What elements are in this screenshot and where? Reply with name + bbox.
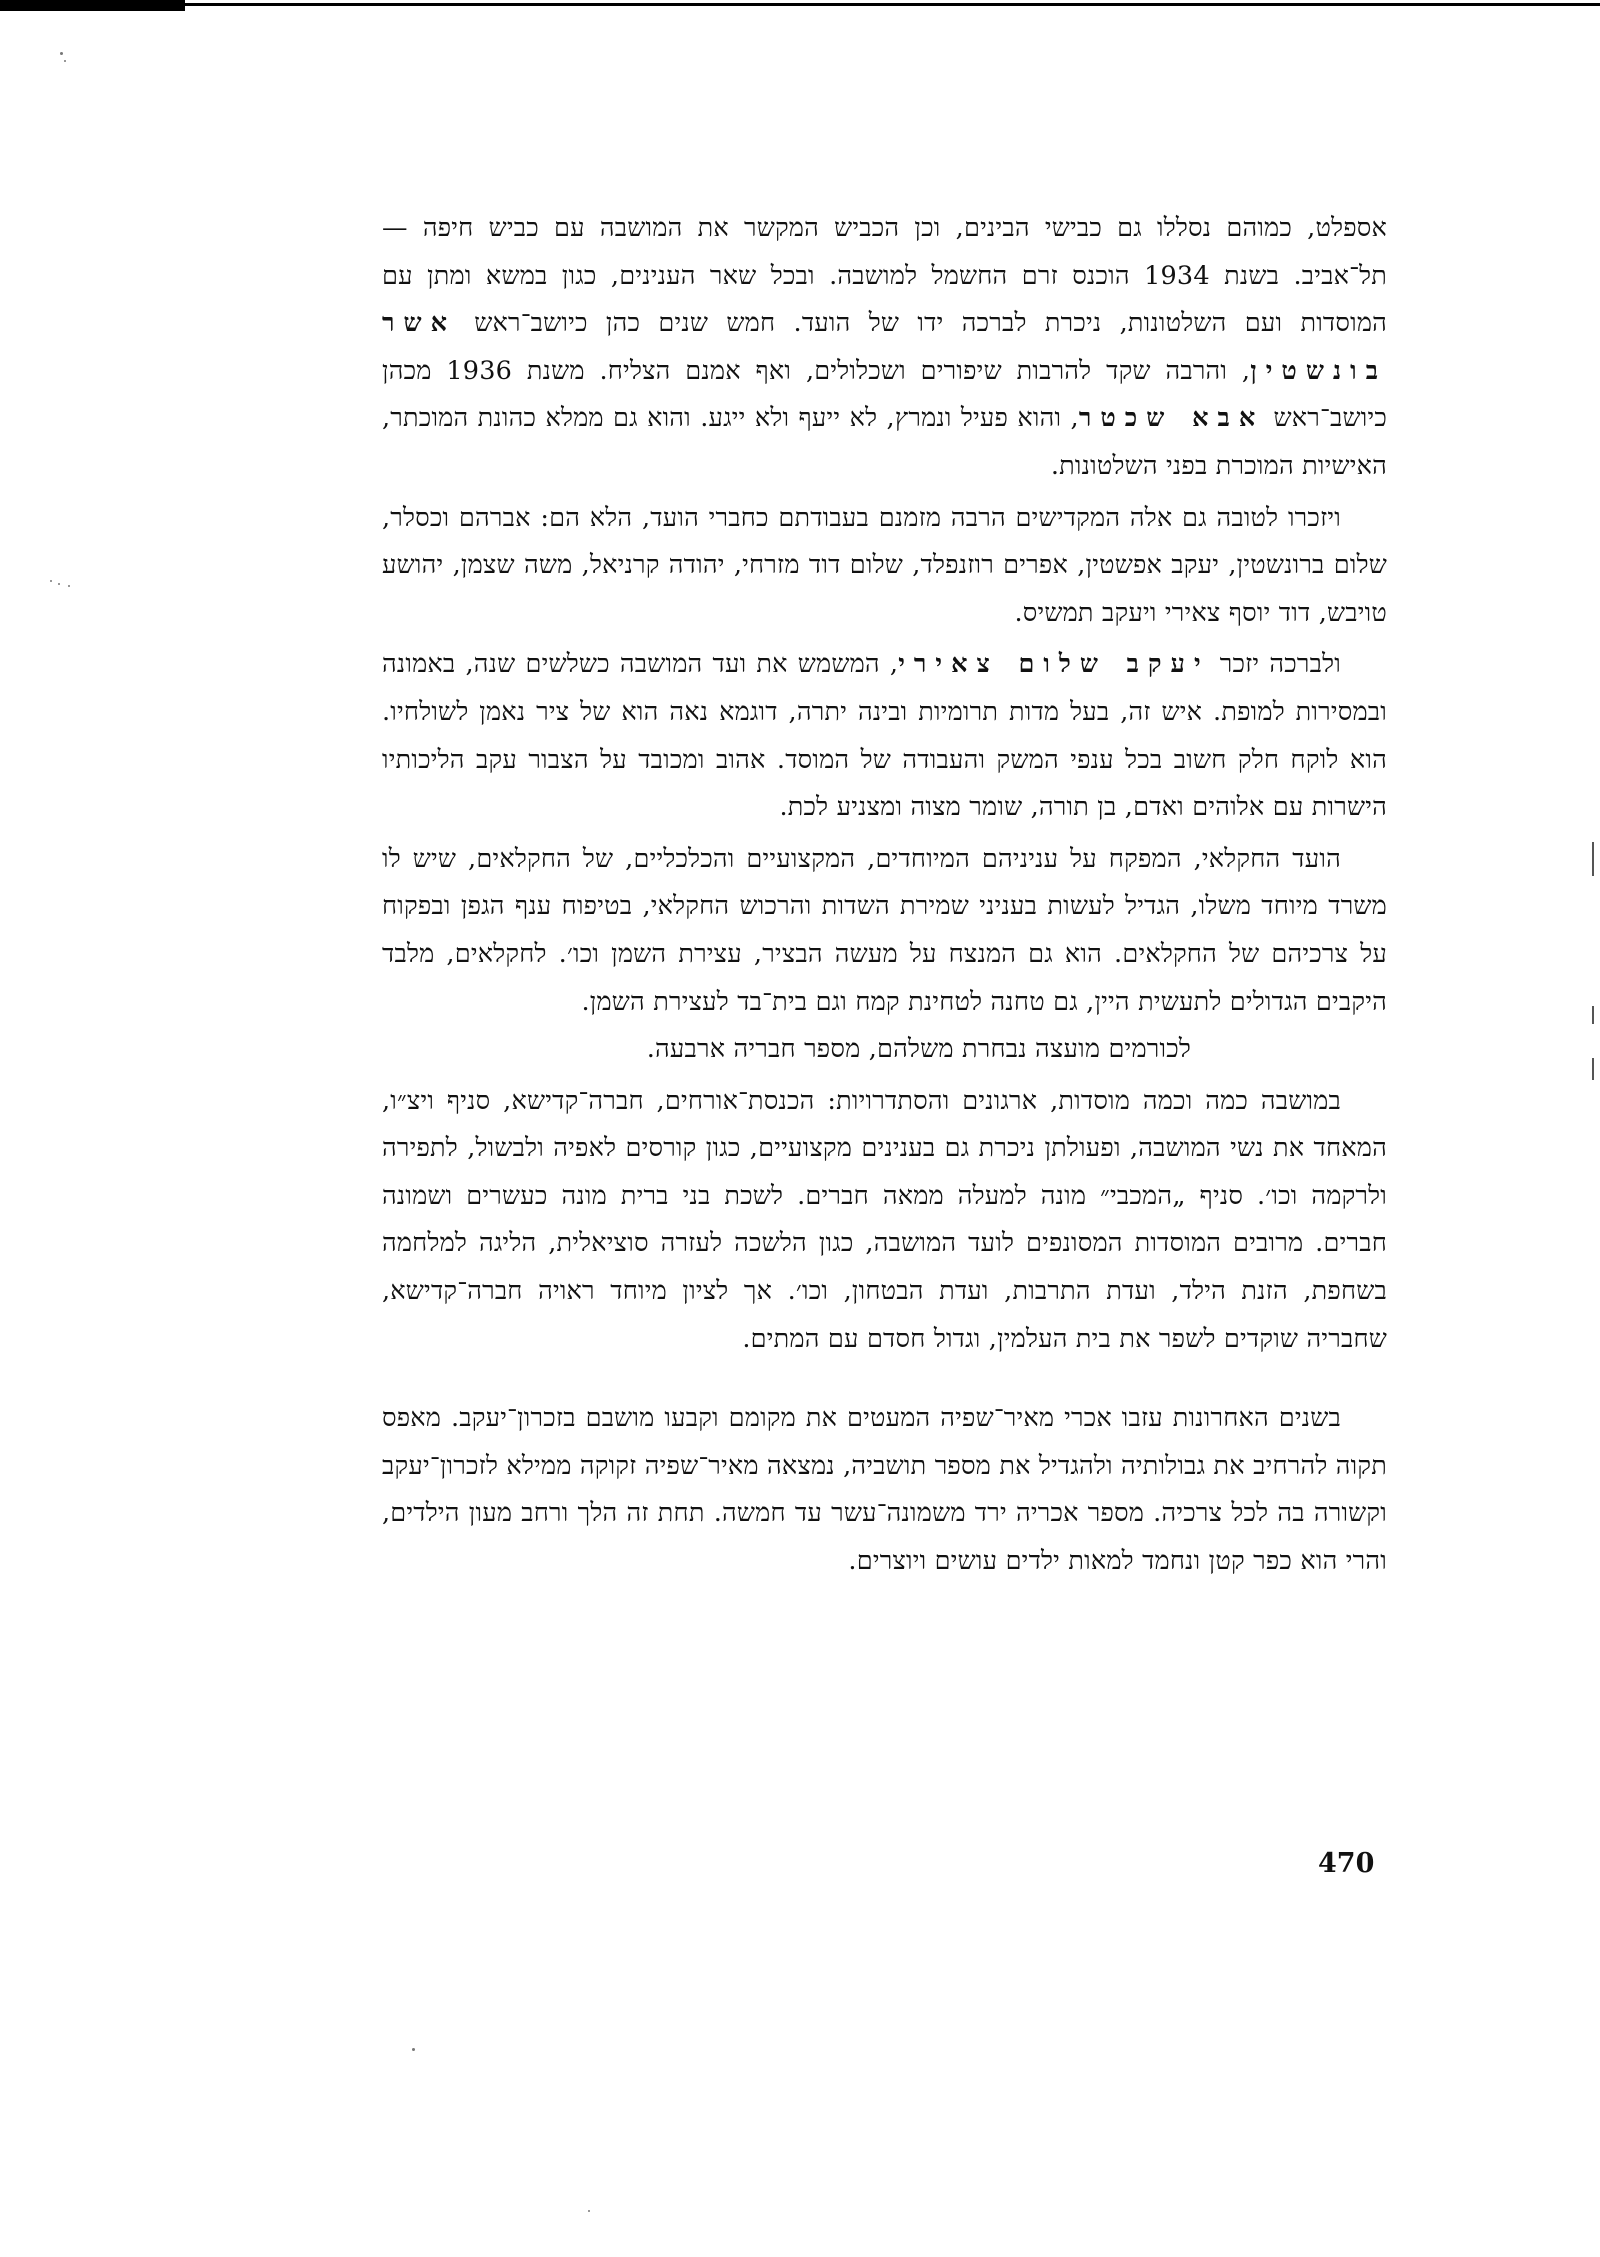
paragraph-text: , המשמש את ועד המושבה כשלשים שנה, באמונה ובמסירות למופת. איש זה, בעל מדות תרומיות ובינה יתרה, דוגמא נאה הוא של ציר נאמן לשולחיו. הוא לוקח חלק חשוב בכל ענפי המשק והעבודה של המוסד. אהוב ומכובד על הצבור עקב הליכותיו הישרות עם אלוהים ואדם, בן תורה, שומר מצוה ומצניע לכת.: [382, 649, 1387, 823]
page-body: [382, 205, 1387, 1586]
paragraph-agricultural-committee: הועד החקלאי, המפקח על עניניהם המיוחדים, המקצועיים והכלכליים, של החקלאים, שיש לו משרד מיוחד משלו, הגדיל לעשות בעניני שמירת השדות והרכוש החקלאי, בטיפוח ענף הגפן ובפקוח על צרכיהם של החקלאים. הוא גם המנצח על מעשה הבציר, עצירת השמן וכו׳. לחקלאים, מלבד היקבים הגדולים לתעשית היין, גם טחנה לטחינת קמח וגם בית־בד לעצירת השמן.: [382, 843, 1387, 1017]
scan-speck: [60, 52, 63, 55]
scan-speck: [64, 60, 66, 62]
paragraph-vintners-council: לכורמים מועצה נבחרת משלהם, מספר חבריה ארבעה.: [646, 1034, 1191, 1065]
paragraph-text: , והוא פעיל ונמרץ, לא ייעף ולא ייגע. והוא גם ממלא כהונת המוכתר, האישיות המוכרת בפני השלטונות.: [382, 403, 1387, 481]
scan-edge-bar: [0, 0, 185, 11]
paragraph-text: אספלט, כמוהם נסללו גם כבישי הבינים, וכן הכביש המקשר את המושבה עם כביש חיפה — תל־אביב. בשנת 1934 הוכנס זרם החשמל למושבה. ובכל שאר הענינים, כגון במשא ומתן עם המוסדות ועם השלטונות, ניכרת לברכה ידו של הועד. חמש שנים כהן כיושב־ראש: [382, 213, 1387, 339]
paragraph-meir-shfeya: בשנים האחרונות עזבו אכרי מאיר־שפיה המעטים את מקומם וקבעו מושבם בזכרון־יעקב. מאפס תקוה להרחיב את גבולותיה ולהגדיל את מספר תושביה, נמצאה מאיר־שפיה זקוקה ממילא לזכרון־יעקב וקשורה בה לכל צרכיה. מספר אכריה ירד משמונה־עשר עד חמשה. תחת זה הלך ורחב מעון הילדים, והרי הוא כפר קטן ונחמד למאות ילדים עושים ויוצרים.: [382, 1403, 1387, 1577]
scan-margin-mark: [1592, 1006, 1594, 1024]
scan-margin-mark: [1592, 1058, 1594, 1080]
paragraph-institutions: במושבה כמה וכמה מוסדות, ארגונים והסתדרויות: הכנסת־אורחים, חברה־קדישא, סניף ויצ״ו, המאחד את נשי המושבה, ופעולתן ניכרת גם בענינים מקצועיים, כגון קורסים לאפיה ולבשול, לתפירה ולרקמה וכו׳. סניף „המכבי״ מונה למעלה ממאה חברים. לשכת בני ברית מונה כעשרים ושמונה חברים. מרובים המוסדות המסונפים לועד המושבה, כגון הלשכה לעזרה סוציאלית, הליגה למלחמה בשחפת, הזנת הילד, ועדת התרבות, ועדת הבטחון, וכו׳. אך לציון מיוחד ראויה חברה־קדישא, שחבריה שוקדים לשפר את בית העלמין, וגדול חסדם עם המתים.: [382, 1085, 1387, 1354]
person-name: אבא שכטר: [1078, 403, 1265, 434]
scan-speck: [68, 585, 70, 587]
scan-speck: [50, 580, 52, 582]
paragraph-yaakov-tsairi: [382, 641, 1387, 831]
person-name: אשר בונשטין: [382, 308, 1387, 386]
scan-speck: [58, 583, 60, 585]
scan-top-rule: [185, 3, 1600, 6]
scan-margin-mark: [1592, 842, 1594, 876]
page-number: 470: [1318, 1848, 1375, 1879]
paragraph-roads-and-committee: [382, 205, 1387, 491]
scan-speck: [588, 2210, 590, 2212]
paragraph-text: ולברכה יזכר: [1209, 649, 1341, 680]
scan-speck: [412, 2048, 415, 2051]
paragraph-text: , והרבה שקד להרבות שיפורים ושכלולים, ואף אמנם הצליח. משנת 1936 מכהן כיושב־ראש: [382, 355, 1388, 434]
paragraph-committee-members: ויזכרו לטובה גם אלה המקדישים הרבה מזמנם בעבודתם כחברי הועד, הלא הם: אברהם וכסלר, שלום ברונשטין, יעקב אפשטין, אפרים רוזנפלד, שלום דוד מזרחי, יהודה קרניאל, משה שצמן, יהושע טויבש, דוד יוסף צאירי ויעקב תמשיס.: [382, 502, 1387, 628]
person-name: יעקב שלום צאירי: [898, 649, 1210, 680]
